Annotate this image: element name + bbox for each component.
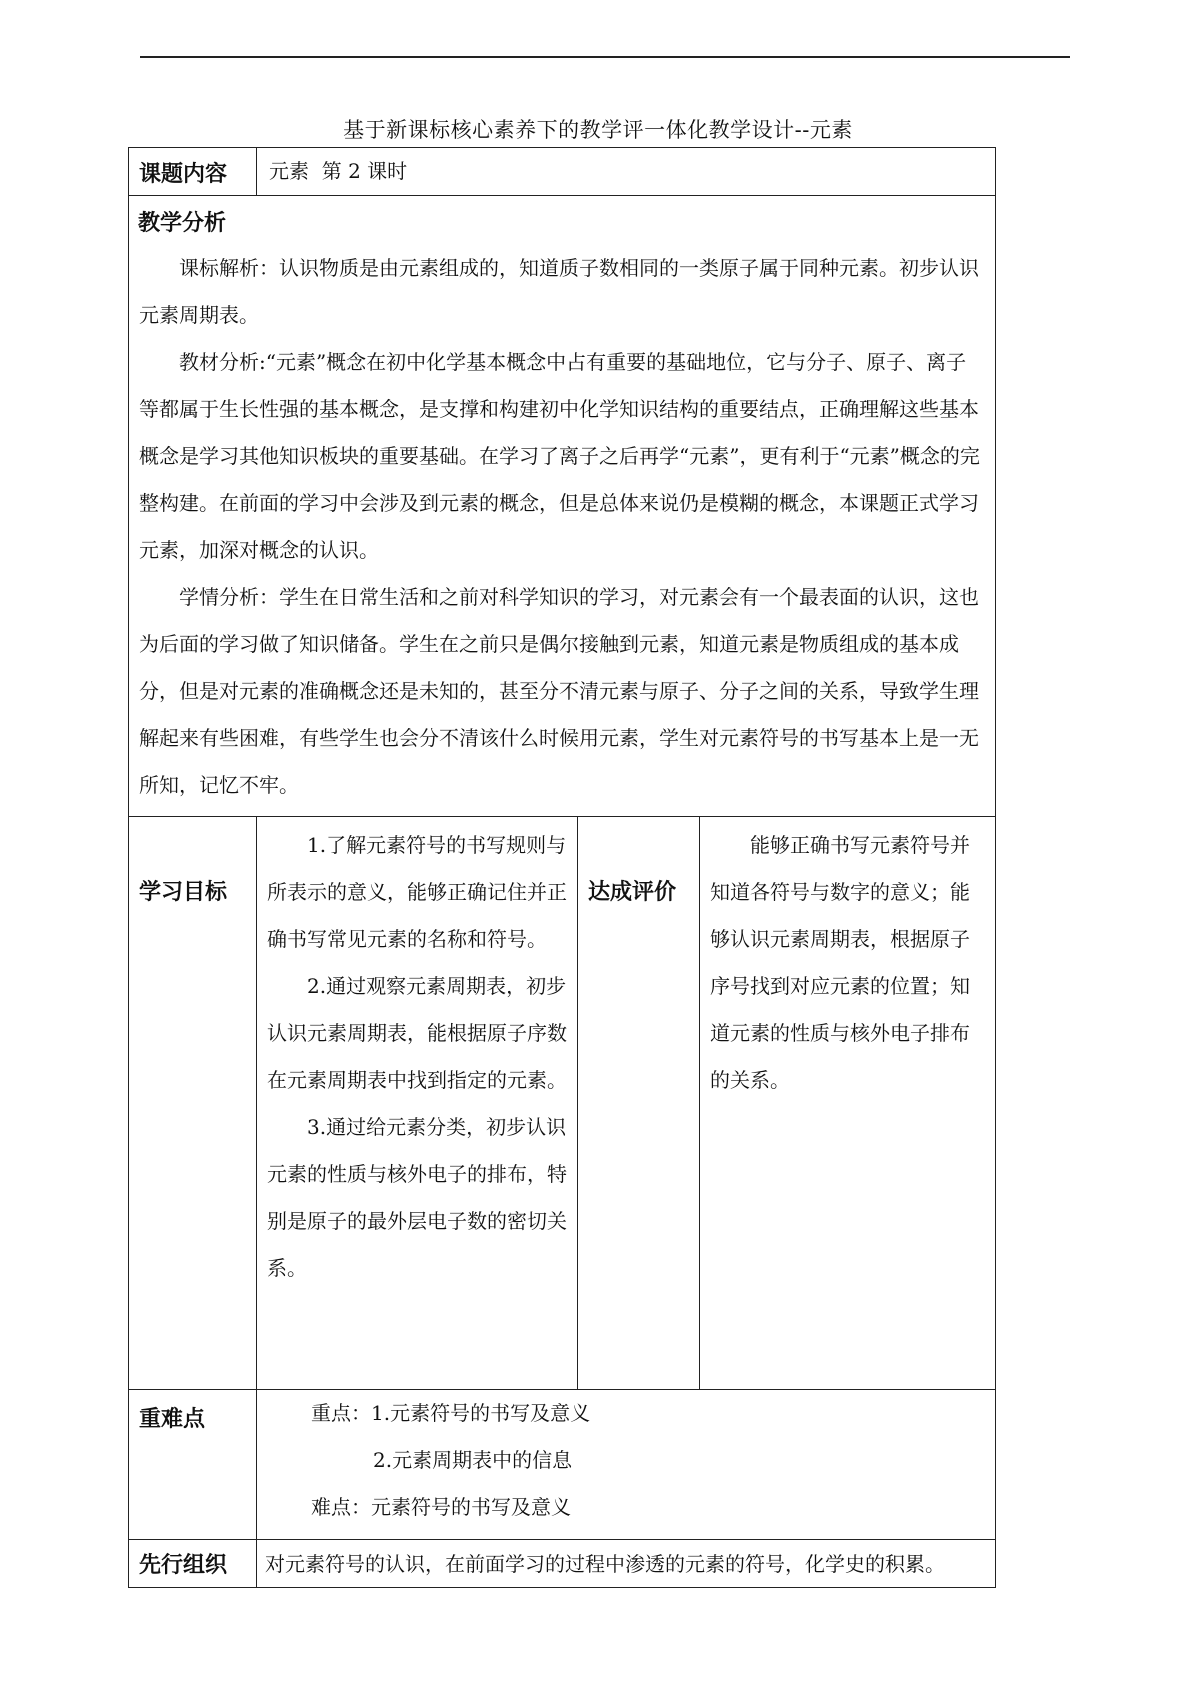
assessment-text	[700, 817, 995, 1104]
key-point-1: 重点：1.元素符号的书写及意义	[311, 1401, 591, 1425]
objective-item-3: 3.通过给元素分类，初步认识元素的性质与核外电子的排布，特别是原子的最外层电子数的密切关系。	[267, 1115, 567, 1280]
topic-row	[129, 148, 996, 196]
advance-organizer-label: 先行组织	[139, 1553, 228, 1578]
lesson-plan-table	[128, 147, 996, 1588]
assessment-content-cell	[700, 817, 996, 1390]
analysis-cell	[129, 196, 996, 817]
key-points-label: 重难点	[139, 1407, 206, 1432]
analysis-heading: 教学分析	[138, 211, 227, 236]
analysis-textbook-paragraph: 教材分析:“元素”概念在初中化学基本概念中占有重要的基础地位，它与分子、原子、离子等都属于生长性强的基本概念，是支撑和构建初中化学知识结构的重要结点，正确理解这些基本概念是学习其他知识板块的重要基础。在学习了离子之后再学“元素”，更有利于“元素”概念的完整构建。在前面的学习中会涉及到元素的概念，但是总体来说仍是模糊的概念，本课题正式学习元素，加深对概念的认识。	[139, 350, 980, 562]
topic-value: 元素 第 2 课时	[269, 159, 408, 183]
objectives-content-cell	[257, 817, 578, 1390]
topic-value-cell	[257, 148, 996, 196]
assessment-label-cell	[578, 817, 700, 1390]
assessment-paragraph: 能够正确书写元素符号并知道各符号与数字的意义；能够认识元素周期表，根据原子序号找到对应元素的位置；知道元素的性质与核外电子排布的关系。	[710, 833, 970, 1092]
advance-organizer-label-cell	[129, 1540, 257, 1588]
analysis-student-paragraph: 学情分析：学生在日常生活和之前对科学知识的学习，对元素会有一个最表面的认识，这也为后面的学习做了知识储备。学生在之前只是偶尔接触到元素，知道元素是物质组成的基本成分，但是对元素的准确概念还是未知的，甚至分不清元素与原子、分子之间的关系，导致学生理解起来有些困难，有些学生也会分不清该什么时候用元素，学生对元素符号的书写基本上是一无所知，记忆不牢。	[139, 585, 979, 797]
assessment-label: 达成评价	[588, 880, 677, 905]
objectives-label: 学习目标	[139, 880, 228, 905]
advance-organizer-content-cell	[257, 1540, 996, 1588]
objectives-row	[129, 817, 996, 1390]
advance-organizer-text: 对元素符号的认识，在前面学习的过程中渗透的元素的符号，化学史的积累。	[265, 1552, 945, 1576]
topic-label-cell	[129, 148, 257, 196]
document-title: 基于新课标核心素养下的教学评一体化教学设计--元素	[343, 118, 853, 142]
advance-organizer-row	[129, 1540, 996, 1588]
objectives-label-cell	[129, 817, 257, 1390]
objective-item-2: 2.通过观察元素周期表，初步认识元素周期表，能根据原子序数在元素周期表中找到指定的元素。	[267, 974, 567, 1092]
analysis-row	[129, 196, 996, 817]
analysis-standard-paragraph: 课标解析：认识物质是由元素组成的，知道质子数相同的一类原子属于同种元素。初步认识元素周期表。	[139, 256, 979, 327]
objective-item-1: 1.了解元素符号的书写规则与所表示的意义，能够正确记住并正确书写常见元素的名称和符号。	[267, 833, 567, 951]
key-points-body	[257, 1390, 995, 1531]
key-point-2: 2.元素周期表中的信息	[373, 1448, 573, 1472]
difficult-point: 难点：元素符号的书写及意义	[311, 1495, 571, 1519]
topic-label: 课题内容	[139, 162, 228, 187]
key-points-label-cell	[129, 1390, 257, 1540]
objectives-list	[257, 817, 577, 1292]
analysis-body	[129, 245, 995, 809]
key-points-row	[129, 1390, 996, 1540]
header-rule	[140, 56, 1070, 58]
key-points-content-cell	[257, 1390, 996, 1540]
